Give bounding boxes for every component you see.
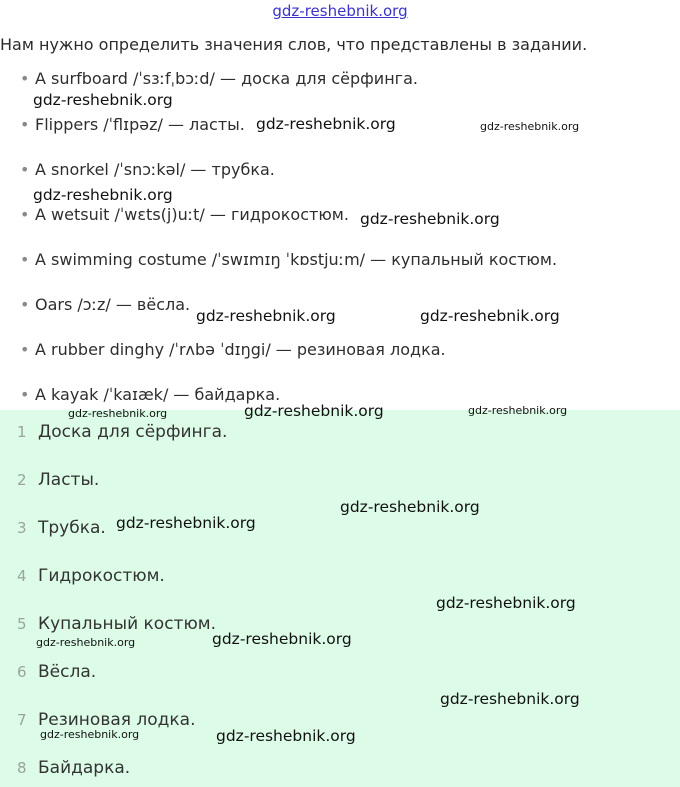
bullet-icon: • (20, 205, 30, 224)
bullet-icon: • (20, 340, 30, 359)
answer-text: Байдарка. (38, 758, 131, 778)
answer-item (17, 662, 96, 682)
watermark: gdz-reshebnik.org (216, 727, 356, 745)
watermark: gdz-reshebnik.org (116, 514, 256, 532)
intro-text: Нам нужно определить значения слов, что представлены в задании. (0, 35, 588, 54)
watermark: gdz-reshebnik.org (468, 404, 568, 417)
answer-text: Вёсла. (38, 662, 97, 682)
vocab-text: A swimming costume /ˈswɪmɪŋ ˈkɒstjuːm/ — купальный костюм. (35, 250, 558, 269)
list-item (20, 250, 557, 269)
list-item (20, 160, 275, 179)
site-mark[interactable]: gdz-reshebnik.org (272, 2, 408, 20)
answer-text: Гидрокостюм. (38, 566, 165, 586)
watermark: gdz-reshebnik.org (33, 186, 173, 204)
vocab-text: Oars /ɔːz/ — вёсла. (35, 295, 191, 314)
answer-number: 7 (17, 711, 27, 729)
list-item (20, 69, 418, 88)
watermark: gdz-reshebnik.org (440, 690, 580, 708)
bullet-icon: • (20, 385, 30, 404)
answer-number: 8 (17, 759, 27, 777)
list-item (20, 115, 245, 134)
answer-text: Доска для сёрфинга. (38, 422, 228, 442)
answer-text: Трубка. (38, 518, 106, 538)
watermark: gdz-reshebnik.org (244, 402, 384, 420)
answer-number: 4 (17, 567, 27, 585)
watermark: gdz-reshebnik.org (436, 594, 576, 612)
watermark: gdz-reshebnik.org (33, 91, 173, 109)
watermark: gdz-reshebnik.org (68, 407, 168, 420)
answer-item (17, 566, 165, 586)
answer-number: 6 (17, 663, 27, 681)
watermark: gdz-reshebnik.org (36, 636, 136, 649)
bullet-icon: • (20, 69, 30, 88)
answer-item (17, 710, 196, 730)
vocab-text: Flippers /ˈflɪpəz/ — ласты. (35, 115, 245, 134)
list-item (20, 385, 280, 404)
vocab-text: A surfboard /ˈsɜːfˌbɔːd/ — доска для сёрфинга. (35, 69, 418, 88)
answer-item (17, 758, 130, 778)
list-item (20, 205, 349, 224)
vocab-text: A kayak /ˈkaɪæk/ — байдарка. (35, 385, 281, 404)
answer-item (17, 614, 216, 634)
vocab-text: A wetsuit /ˈwɛts(j)uːt/ — гидрокостюм. (35, 205, 349, 224)
watermark: gdz-reshebnik.org (360, 210, 500, 228)
vocab-text: A snorkel /ˈsnɔːkəl/ — трубка. (35, 160, 275, 179)
list-item (20, 295, 190, 314)
watermark: gdz-reshebnik.org (340, 498, 480, 516)
answer-text: Ласты. (38, 470, 100, 490)
answer-number: 1 (17, 423, 27, 441)
answer-item (17, 470, 99, 490)
answer-text: Купальный костюм. (38, 614, 216, 634)
watermark: gdz-reshebnik.org (480, 120, 580, 133)
answer-item (17, 518, 106, 538)
watermark: gdz-reshebnik.org (196, 307, 336, 325)
answer-item (17, 422, 227, 442)
answer-number: 5 (17, 615, 27, 633)
vocab-text: A rubber dinghy /ˈrʌbə ˈdɪŋgi/ — резиновая лодка. (35, 340, 446, 359)
watermark: gdz-reshebnik.org (256, 115, 396, 133)
bullet-icon: • (20, 295, 30, 314)
bullet-icon: • (20, 250, 30, 269)
bullet-icon: • (20, 160, 30, 179)
answer-number: 2 (17, 471, 27, 489)
watermark: gdz-reshebnik.org (40, 728, 140, 741)
bullet-icon: • (20, 115, 30, 134)
answer-number: 3 (17, 519, 27, 537)
watermark: gdz-reshebnik.org (420, 307, 560, 325)
list-item (20, 340, 446, 359)
watermark: gdz-reshebnik.org (212, 630, 352, 648)
answer-text: Резиновая лодка. (38, 710, 196, 730)
